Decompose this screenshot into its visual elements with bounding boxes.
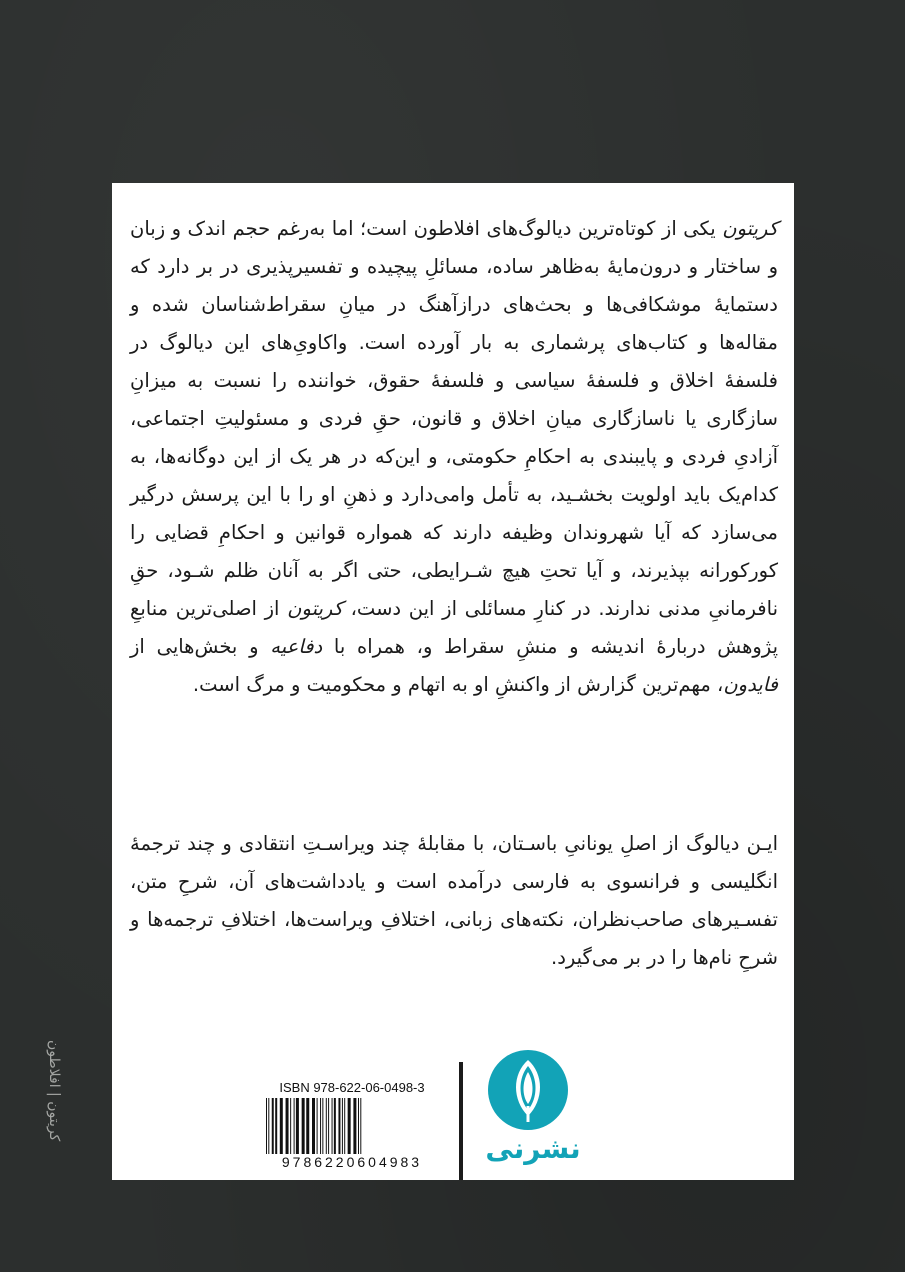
- barcode-bar: [294, 1098, 295, 1154]
- barcode-bar: [326, 1098, 327, 1154]
- publisher-logo: [478, 1050, 588, 1170]
- isbn-digits: 9786220604983: [281, 1154, 423, 1170]
- text-segment: از اصلی‌ترین منابعِ پژوهش دربارهٔ اندیشه و منشِ سقراط و، همراه با: [130, 597, 778, 658]
- barcode-bar: [275, 1098, 277, 1154]
- barcode-bar: [312, 1098, 315, 1154]
- barcode-bar: [334, 1098, 336, 1154]
- barcode-bar: [286, 1098, 289, 1154]
- barcode-bar: [317, 1098, 318, 1154]
- italic-title-segment: فایدون: [723, 673, 778, 696]
- barcode-bar: [290, 1098, 291, 1154]
- vertical-divider: [459, 1062, 463, 1180]
- barcode-bar: [344, 1098, 345, 1154]
- barcode-bar: [272, 1098, 274, 1154]
- text-segment: یکی از کوتاه‌ترین دیالوگ‌های افلاطون است؛ اما به‌رغم حجم اندک و زبان و ساختار و درون‌مایهٔ به‌ظاهر ساده، مسائلِ پیچیده و تفسیرپذیری در بر دارد که دستمایهٔ موشکافی‌ها و بحث‌های درازآهنگ در میانِ سقراط‌شناسان شده و مقاله‌ها و کتاب‌های پرشماری به بار آورده است. واکاویِ‌های این دیالوگ در فلسفهٔ اخلاق و فلسفهٔ سیاسی و فلسفهٔ حقوق، خواننده را نسبت به میزانِ سازگاری یا ناسازگاری میانِ اخلاق و قانون، حقِ فردی و مسئولیتِ اجتماعی، آزادیِ فردی و پایبندی به احکامِ حکومتی، و این‌که در هر یک از این دوگانه‌ها، به کدام‌یک باید اولویت بخشـید، به تأمل وامی‌دارد و ذهنِ او را با این پرسش درگیر می‌سازد که آیا شهروندان وظیفه دارند که همواره قوانین و احکامِ قضایی را کورکورانه بپذیرند، و آیا تحتِ هیچ شـرایطی، حتی اگر به آنان ظلم شـود، حقِ نافرمانیِ مدنی ندارند. در کنارِ مسائلی از این دست،: [130, 217, 778, 620]
- description-paragraph-2: ایـن دیالوگ از اصلِ یونانیِ باسـتان، با مقابلهٔ چند ویراسـتِ انتقادی و چند ترجمهٔ انگلیسی و فرانسوی به فارسی درآمده است و یادداشت‌های آن، شرحِ متن، تفسـیرهای صاحب‌نظران، نکته‌های زبانی، اختلافِ ویراست‌ها، اختلافِ ترجمه‌ها و شرحِ نام‌ها را در بر می‌گیرد.: [130, 832, 778, 969]
- isbn-label: ISBN 978-622-06-0498-3: [279, 1080, 425, 1095]
- leaf-in-circle-icon: [488, 1050, 568, 1130]
- barcode-bar: [268, 1098, 269, 1154]
- barcode-bar: [328, 1098, 329, 1154]
- barcode-bar: [302, 1098, 305, 1154]
- barcode-bar: [360, 1098, 361, 1154]
- barcode-bar: [342, 1098, 343, 1154]
- barcode-bar: [332, 1098, 333, 1154]
- spine-text: کریتون | افلاطون: [46, 1040, 62, 1142]
- barcode-bar: [338, 1098, 340, 1154]
- description-paragraph-1: [130, 210, 778, 704]
- text-segment: ، مهم‌ترین گزارش از واکنشِ او به اتهام و محکومیت و مرگ است.: [192, 673, 724, 696]
- italic-title-segment: دفاعیه: [270, 635, 323, 658]
- barcode-bars: [262, 1098, 442, 1154]
- isbn-barcode: [252, 1080, 452, 1172]
- barcode-bar: [320, 1098, 321, 1154]
- publisher-name: نشرنی: [485, 1132, 581, 1165]
- barcode-bar: [358, 1098, 359, 1154]
- barcode-bar: [306, 1098, 309, 1154]
- text-segment: و بخش‌هایی از: [130, 635, 271, 658]
- barcode-bar: [353, 1098, 356, 1154]
- barcode-bar: [280, 1098, 283, 1154]
- barcode-bar: [266, 1098, 267, 1154]
- publisher-logo-circle: [488, 1050, 568, 1130]
- italic-title-segment: کریتون: [722, 217, 778, 240]
- barcode-bar: [348, 1098, 351, 1154]
- italic-title-segment: کریتون: [287, 597, 343, 620]
- barcode-bar: [296, 1098, 299, 1154]
- barcode-bar: [322, 1098, 323, 1154]
